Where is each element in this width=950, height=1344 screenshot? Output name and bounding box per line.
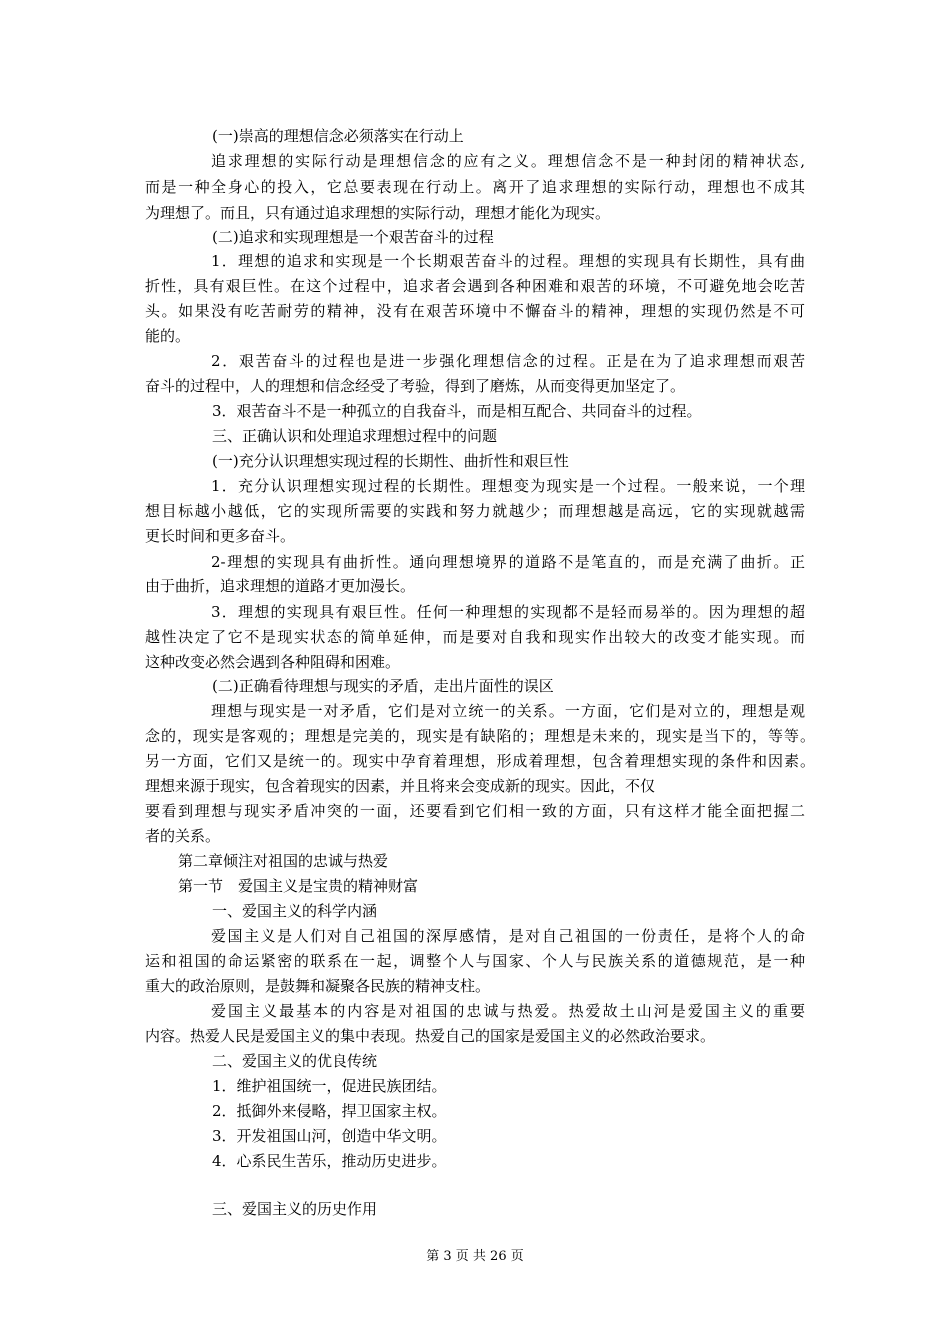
subheading-3: (一)充分认识理想实现过程的长期性、曲折性和艰巨性 xyxy=(212,452,569,470)
paragraph-line: 想目标越小越低，它的实现所需要的实践和努力就越少；而理想越是高远，它的实现就越需 xyxy=(145,502,805,520)
paragraph-line: 折性，具有艰巨性。在这个过程中，追求者会遇到各种困难和艰苦的环境，不可避免地会吃苦 xyxy=(145,277,805,295)
paragraph-line: 能的。 xyxy=(145,327,191,345)
paragraph-line: 者的关系。 xyxy=(145,827,221,845)
paragraph-line: 运和祖国的命运紧密的联系在一起，调整个人与国家、个人与民族关系的道德规范，是一种 xyxy=(145,952,805,970)
paragraph-line: 另一方面，它们又是统一的。现实中孕育着理想，形成着理想，包含着理想实现的条件和因素。 xyxy=(145,752,815,770)
paragraph-line: 要看到理想与现实矛盾冲突的一面，还要看到它们相一致的方面，只有这样才能全面把握二 xyxy=(145,802,805,820)
paragraph-line: 念的，现实是客观的；理想是完美的，现实是有缺陷的；理想是未来的，现实是当下的，等等。 xyxy=(145,727,815,745)
paragraph-line: 这种改变必然会遇到各种阻碍和困难。 xyxy=(145,653,401,671)
subheading-6: 二、爱国主义的优良传统 xyxy=(212,1052,378,1070)
paragraph-line: 头。如果没有吃苦耐劳的精神，没有在艰苦环境中不懈奋斗的精神，理想的实现仍然是不可 xyxy=(145,302,805,320)
paragraph-line: 3．艰苦奋斗不是一种孤立的自我奋斗，而是相互配合、共同奋斗的过程。 xyxy=(212,402,702,420)
list-item: 2．抵御外来侵略，捍卫国家主权。 xyxy=(212,1102,447,1120)
paragraph-line: 追求理想的实际行动是理想信念的应有之义。理想信念不是一种封闭的精神状态, xyxy=(211,152,805,170)
paragraph-line: 重大的政治原则，是鼓舞和凝聚各民族的精神支柱。 xyxy=(145,977,491,995)
paragraph-line: 2．艰苦奋斗的过程也是进一步强化理想信念的过程。正是在为了追求理想而艰苦 xyxy=(211,352,805,370)
paragraph-line: 1．理想的追求和实现是一个长期艰苦奋斗的过程。理想的实现具有长期性，具有曲 xyxy=(211,252,805,270)
paragraph-line: 理想来源于现实，包含着现实的因素，并且将来会变成新的现实。因此，不仅 xyxy=(145,777,656,795)
subheading-4: (二)正确看待理想与现实的矛盾，走出片面性的误区 xyxy=(212,677,554,695)
subheading-2: (二)追求和实现理想是一个艰苦奋斗的过程 xyxy=(212,228,494,246)
paragraph-line: 理想与现实是一对矛盾，它们是对立统一的关系。一方面，它们是对立的，理想是观 xyxy=(211,702,805,720)
page-footer: 第 3 页 共 26 页 xyxy=(426,1249,524,1264)
paragraph-line: 更长时间和更多奋斗。 xyxy=(145,527,296,545)
paragraph-line: 由于曲折，追求理想的道路才更加漫长。 xyxy=(145,577,416,595)
paragraph-line: 奋斗的过程中，人的理想和信念经受了考验，得到了磨炼，从而变得更加坚定了。 xyxy=(145,377,686,395)
subheading-5: 一、爱国主义的科学内涵 xyxy=(212,902,378,920)
paragraph-line: 内容。热爱人民是爱国主义的集中表现。热爱自己的国家是爱国主义的必然政治要求。 xyxy=(145,1027,716,1045)
chapter-title: 第二章倾注对祖国的忠诚与热爱 xyxy=(178,852,389,870)
list-item: 1．维护祖国统一，促进民族团结。 xyxy=(212,1077,447,1095)
section-title: 第一节 爱国主义是宝贵的精神财富 xyxy=(178,877,419,895)
paragraph-line: 越性决定了它不是现实状态的简单延伸，而是要对自我和现实作出较大的改变才能实现。而 xyxy=(145,628,805,646)
list-item: 3．开发祖国山河，创造中华文明。 xyxy=(212,1127,447,1145)
paragraph-line: 爱国主义最基本的内容是对祖国的忠诚与热爱。热爱故土山河是爱国主义的重要 xyxy=(211,1002,805,1020)
paragraph-line: 1．充分认识理想实现过程的长期性。理想变为现实是一个过程。一般来说，一个理 xyxy=(211,477,805,495)
section-heading-3: 三、正确认识和处理追求理想过程中的问题 xyxy=(212,427,498,445)
paragraph-line: 2-理想的实现具有曲折性。通向理想境界的道路不是笔直的，而是充满了曲折。正 xyxy=(211,553,805,571)
subheading-7: 三、爱国主义的历史作用 xyxy=(212,1200,378,1218)
paragraph-line: 为理想了。而且，只有通过追求理想的实际行动，理想才能化为现实。 xyxy=(145,204,611,222)
paragraph-line: 而是一种全身心的投入，它总要表现在行动上。离开了追求理想的实际行动，理想也不成其 xyxy=(145,178,805,196)
paragraph-line: 爱国主义是人们对自己祖国的深厚感情，是对自己祖国的一份责任，是将个人的命 xyxy=(211,927,805,945)
paragraph-line: 3．理想的实现具有艰巨性。任何一种理想的实现都不是轻而易举的。因为理想的超 xyxy=(211,603,805,621)
subheading-1: (一)崇高的理想信念必须落实在行动上 xyxy=(212,127,464,145)
list-item: 4．心系民生苦乐，推动历史进步。 xyxy=(212,1152,447,1170)
